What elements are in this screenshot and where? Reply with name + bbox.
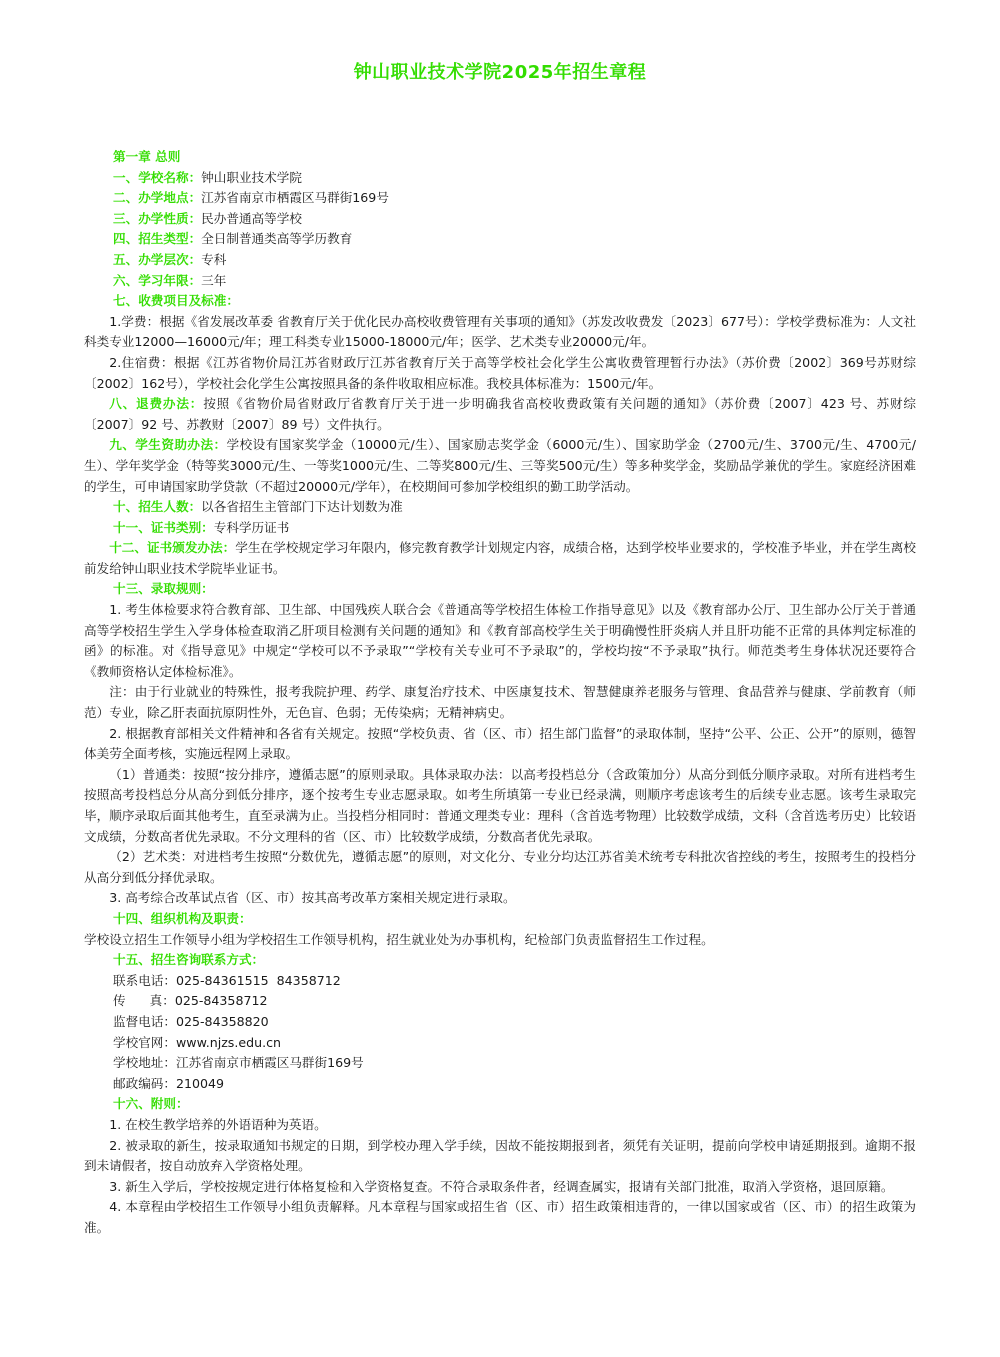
contact-phone <box>84 971 916 992</box>
fees-heading: 七、收费项目及标准： <box>113 293 239 309</box>
contact-label: 传 真： <box>113 993 175 1009</box>
info-value: 江苏省南京市栖霞区马群街169号 <box>201 190 389 206</box>
contact-supervision-phone <box>84 1012 916 1033</box>
info-value: 专科 <box>201 251 227 267</box>
info-label: 一、学校名称： <box>113 169 202 185</box>
contact-value: 210049 <box>175 1075 225 1091</box>
website-link[interactable]: www.njzs.edu.cn <box>175 1034 282 1050</box>
info-location <box>84 188 916 209</box>
contact-fax <box>84 991 916 1012</box>
contact-value: 025-84361515 84358712 <box>175 972 341 988</box>
certificate-type-text: 专科学历证书 <box>213 519 290 535</box>
contact-value: 025-84358712 <box>174 993 268 1009</box>
admission-heading: 十三、录取规则： <box>113 581 214 597</box>
appendix-paragraph: 2. 被录取的新生，按录取通知书规定的日期，到学校办理入学手续，因故不能按期报到者，须凭有关证明，提前向学校申请延期报到。逾期不报到未请假者，按自动放弃入学资格处理。 <box>84 1137 916 1174</box>
contact-address <box>84 1053 916 1074</box>
certificate-type-label: 十一、证书类别： <box>113 519 214 535</box>
contact-heading: 十五、招生咨询联系方式： <box>113 952 265 968</box>
info-value: 三年 <box>201 272 227 288</box>
info-label: 四、招生类型： <box>113 231 202 247</box>
organization-text: 学校设立招生工作领导小组为学校招生工作领导机构，招生就业处为办事机构，纪检部门负责监督招生工作过程。 <box>84 931 714 947</box>
aid-label: 九、学生资助办法： <box>109 437 227 453</box>
info-type <box>84 229 916 250</box>
info-label: 六、学习年限： <box>113 272 202 288</box>
organization-heading: 十四、组织机构及职责： <box>113 910 252 926</box>
admission-note: 注：由于行业就业的特殊性，报考我院护理、药学、康复治疗技术、中医康复技术、智慧健康养老服务与管理、食品营养与健康、学前教育（师范）专业，除乙肝表面抗原阴性外，无色盲、色弱；无传染病；无精神病史。 <box>84 684 916 721</box>
info-label: 五、办学层次： <box>113 251 202 267</box>
info-value: 钟山职业技术学院 <box>201 169 302 185</box>
admission-art: （2）艺术类：对进档考生按照“分数优先，遵循志愿”的原则，对文化分、专业分均达江苏省美术统考专科批次省控线的考生，按照考生的投档分从高分到低分择优录取。 <box>84 849 916 885</box>
info-label: 三、办学性质： <box>113 210 202 226</box>
enrollment-text: 以各省招生主管部门下达计划数为准 <box>201 499 403 515</box>
certificate-type <box>84 518 916 539</box>
certificate-issue-text: 学生在学校规定学习年限内，修完教育教学计划规定内容，成绩合格，达到学校毕业要求的，学校准予毕业，并在学生离校前发给钟山职业技术学院毕业证书。 <box>84 540 917 576</box>
info-nature <box>84 209 916 230</box>
contact-label: 联系电话： <box>113 972 176 988</box>
info-value: 全日制普通类高等学历教育 <box>201 231 353 247</box>
appendix-heading: 十六、附则： <box>113 1096 189 1112</box>
contact-postcode <box>84 1074 916 1095</box>
document-body <box>84 147 916 1238</box>
certificate-issue <box>84 538 916 579</box>
enrollment-label: 十、招生人数： <box>113 499 202 515</box>
info-value: 民办普通高等学校 <box>201 210 302 226</box>
enrollment-count <box>84 497 916 518</box>
contact-label: 监督电话： <box>113 1013 176 1029</box>
contact-website <box>84 1033 916 1054</box>
admission-paragraph: 2. 根据教育部相关文件精神和各省有关规定。按照“学校负责、省（区、市）招生部门监督”的录取体制，坚持“公平、公正、公开”的原则，德智体美劳全面考核，实施远程网上录取。 <box>84 725 916 762</box>
info-level <box>84 250 916 271</box>
fees-tuition: 1.学费：根据《省发展改革委 省教育厅关于优化民办高校收费管理有关事项的通知》（苏发改收费发〔2023〕677号）：学校学费标准为：人文社科类专业12000—16000元/年；理工科类专业15000-18000元/年；医学、艺术类专业20000元/年。 <box>84 313 916 350</box>
certificate-issue-label: 十二、证书颁发办法： <box>109 540 236 556</box>
appendix-paragraph: 1. 在校生教学培养的外语语种为英语。 <box>109 1116 327 1132</box>
contact-value: 江苏省南京市栖霞区马群街169号 <box>175 1055 364 1071</box>
admission-general: （1）普通类：按照“按分排序，遵循志愿”的原则录取。具体录取办法：以高考投档总分（含政策加分）从高分到低分顺序录取。对所有进档考生按照高考投档总分从高分到低分排序，逐个按考生专业志愿录取。如考生所填第一专业已经录满，则顺序考虑该考生的后续专业志愿。该考生录取完毕，顺序录取后面其他考生，直至录满为止。当投档分相同时：普通文理类专业：理科（含首选考物理）比较数学成绩，文科（含首选考历史）比较语文成绩，分数高者优先录取。不分文理科的省（区、市）比较数学成绩，分数高者优先录取。 <box>84 766 916 844</box>
chapter-heading: 第一章 总则 <box>113 149 181 164</box>
info-label: 二、办学地点： <box>113 190 202 206</box>
contact-label: 邮政编码： <box>113 1075 176 1091</box>
contact-label: 学校地址： <box>113 1055 176 1071</box>
contact-value: 025-84358820 <box>175 1013 269 1029</box>
aid-section <box>84 435 916 497</box>
refund-label: 八、退费办法： <box>109 396 204 412</box>
info-duration <box>84 271 916 292</box>
refund-text: 按照《省物价局省财政厅省教育厅关于进一步明确我省高校收费政策有关问题的通知》（苏价费〔2007〕423 号、苏财综〔2007〕92 号、苏教财〔2007〕89 号）文件执行。 <box>84 396 917 432</box>
fees-accommodation: 2.住宿费：根据《江苏省物价局江苏省财政厅江苏省教育厅关于高等学校社会化学生公寓收费管理暂行办法》（苏价费〔2002〕369号苏财综〔2002〕162号），学校社会化学生公寓按照具备的条件收取相应标准。我校具体标准为：1500元/年。 <box>84 354 916 391</box>
appendix-paragraph: 3. 新生入学后，学校按规定进行体格复检和入学资格复查。不符合录取条件者，经调查属实，报请有关部门批准，取消入学资格，退回原籍。 <box>109 1178 894 1194</box>
info-school-name <box>84 168 916 189</box>
contact-label: 学校官网： <box>113 1034 176 1050</box>
page-title: 钟山职业技术学院2025年招生章程 <box>353 62 647 83</box>
appendix-paragraph: 4. 本章程由学校招生工作领导小组负责解释。凡本章程与国家或招生省（区、市）招生政策相违背的，一律以国家或省（区、市）的招生政策为准。 <box>84 1199 916 1235</box>
admission-paragraph: 3. 高考综合改革试点省（区、市）按其高考改革方案相关规定进行录取。 <box>109 890 516 906</box>
admission-paragraph: 1. 考生体检要求符合教育部、卫生部、中国残疾人联合会《普通高等学校招生体检工作指导意见》以及《教育部办公厅、卫生部办公厅关于普通高等学校招生学生入学身体检查取消乙肝项目检测有关问题的通知》和《教育部高校学生关于明确慢性肝炎病人并且肝功能不正常的具体判定标准的函》的标准。对《指导意见》中规定“学校可以不予录取”“学校有关专业可不予录取”的，学校均按“不予录取”执行。师范类考生身体状况还要符合《教师资格认定体检标准》。 <box>84 602 916 679</box>
aid-text: 学校设有国家奖学金（10000元/生）、国家励志奖学金（6000元/生）、国家助学金（2700元/生、3700元/生、4700元/生）、学年奖学金（特等奖3000元/生、一等奖1000元/生、二等奖800元/生、三等奖500元/生）等多种奖学金，奖励品学兼优的学生。家庭经济困难的学生，可申请国家助学贷款（不超过20000元/学年），在校期间可参加学校组织的勤工助学活动。 <box>84 437 916 494</box>
refund-section <box>84 394 916 435</box>
